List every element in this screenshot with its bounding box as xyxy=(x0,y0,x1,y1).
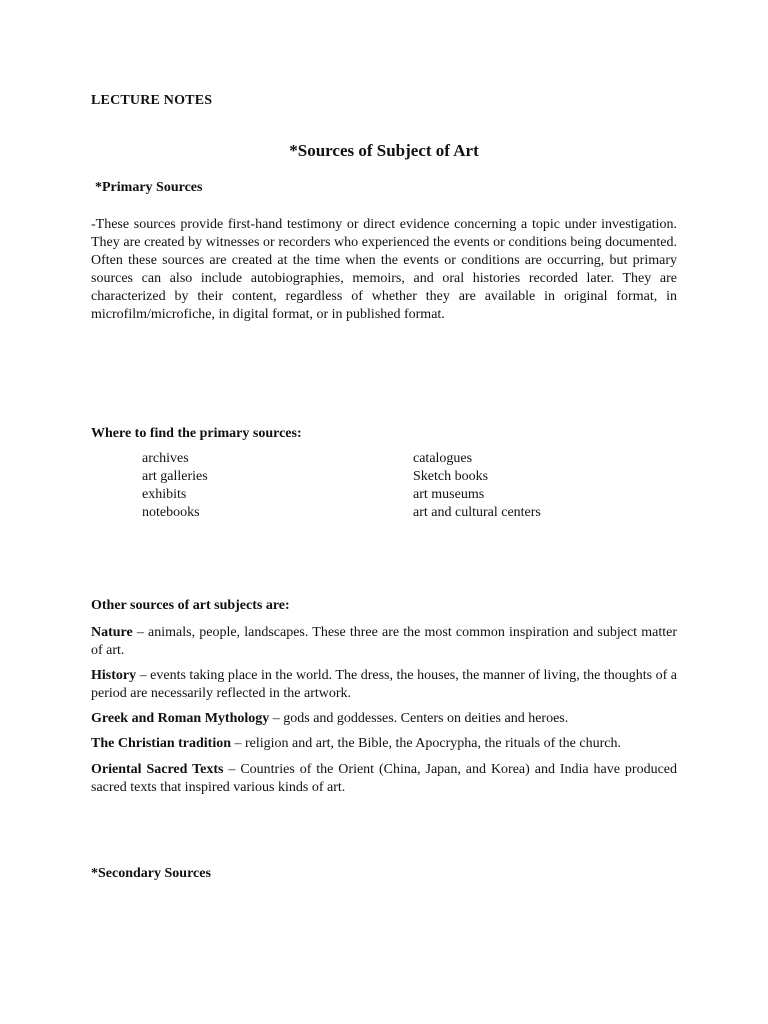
term-description: – Countries of the Orient (China, Japan, and Korea) and India have produced sacred texts that inspired various kinds of art. xyxy=(91,762,677,795)
term-label: History xyxy=(91,668,137,683)
list-item: catalogues xyxy=(413,451,473,466)
other-source-mythology xyxy=(91,710,677,728)
sources-list-left xyxy=(142,450,208,522)
term-description: – events taking place in the world. The dress, the houses, the manner of living, the thoughts of a period are necessarily reflected in the artwork. xyxy=(91,668,677,701)
list-item: notebooks xyxy=(142,505,200,520)
list-item: art museums xyxy=(413,487,485,502)
list-item: archives xyxy=(142,451,189,466)
list-item: Sketch books xyxy=(413,469,489,484)
secondary-sources-heading: *Secondary Sources xyxy=(91,866,211,881)
sources-list-right xyxy=(413,450,541,522)
other-source-christian xyxy=(91,735,677,753)
primary-sources-paragraph: -These sources provide first-hand testimony or direct evidence concerning a topic under investigation. They are created by witnesses or recorders who experienced the events or conditions being documented. Often these sources are created at the time when the events or conditions are occurring, but primary sources can also include autobiographies, memoirs, and oral histories recorded later. They are characterized by their content, regardless of whether they are available in original format, in microfilm/microfiche, in digital format, or in published format. xyxy=(91,217,677,322)
term-label: The Christian tradition xyxy=(91,736,232,751)
term-description: – gods and goddesses. Centers on deities and heroes. xyxy=(269,711,569,726)
term-description: – religion and art, the Bible, the Apocrypha, the rituals of the church. xyxy=(231,736,621,751)
lecture-notes-label: LECTURE NOTES xyxy=(91,93,213,108)
term-label: Oriental Sacred Texts xyxy=(91,762,224,777)
list-item: exhibits xyxy=(142,487,187,502)
other-sources-heading: Other sources of art subjects are: xyxy=(91,598,290,613)
document-title: *Sources of Subject of Art xyxy=(289,141,479,160)
other-source-history xyxy=(91,667,677,703)
where-to-find-heading: Where to find the primary sources: xyxy=(91,426,302,441)
primary-sources-heading: *Primary Sources xyxy=(95,180,203,195)
other-source-oriental xyxy=(91,761,677,797)
term-description: – animals, people, landscapes. These three are the most common inspiration and subject matter of art. xyxy=(91,625,677,658)
list-item: art galleries xyxy=(142,469,208,484)
term-label: Nature xyxy=(91,625,133,640)
other-source-nature xyxy=(91,624,677,660)
term-label: Greek and Roman Mythology xyxy=(91,711,270,726)
list-item: art and cultural centers xyxy=(413,505,541,520)
